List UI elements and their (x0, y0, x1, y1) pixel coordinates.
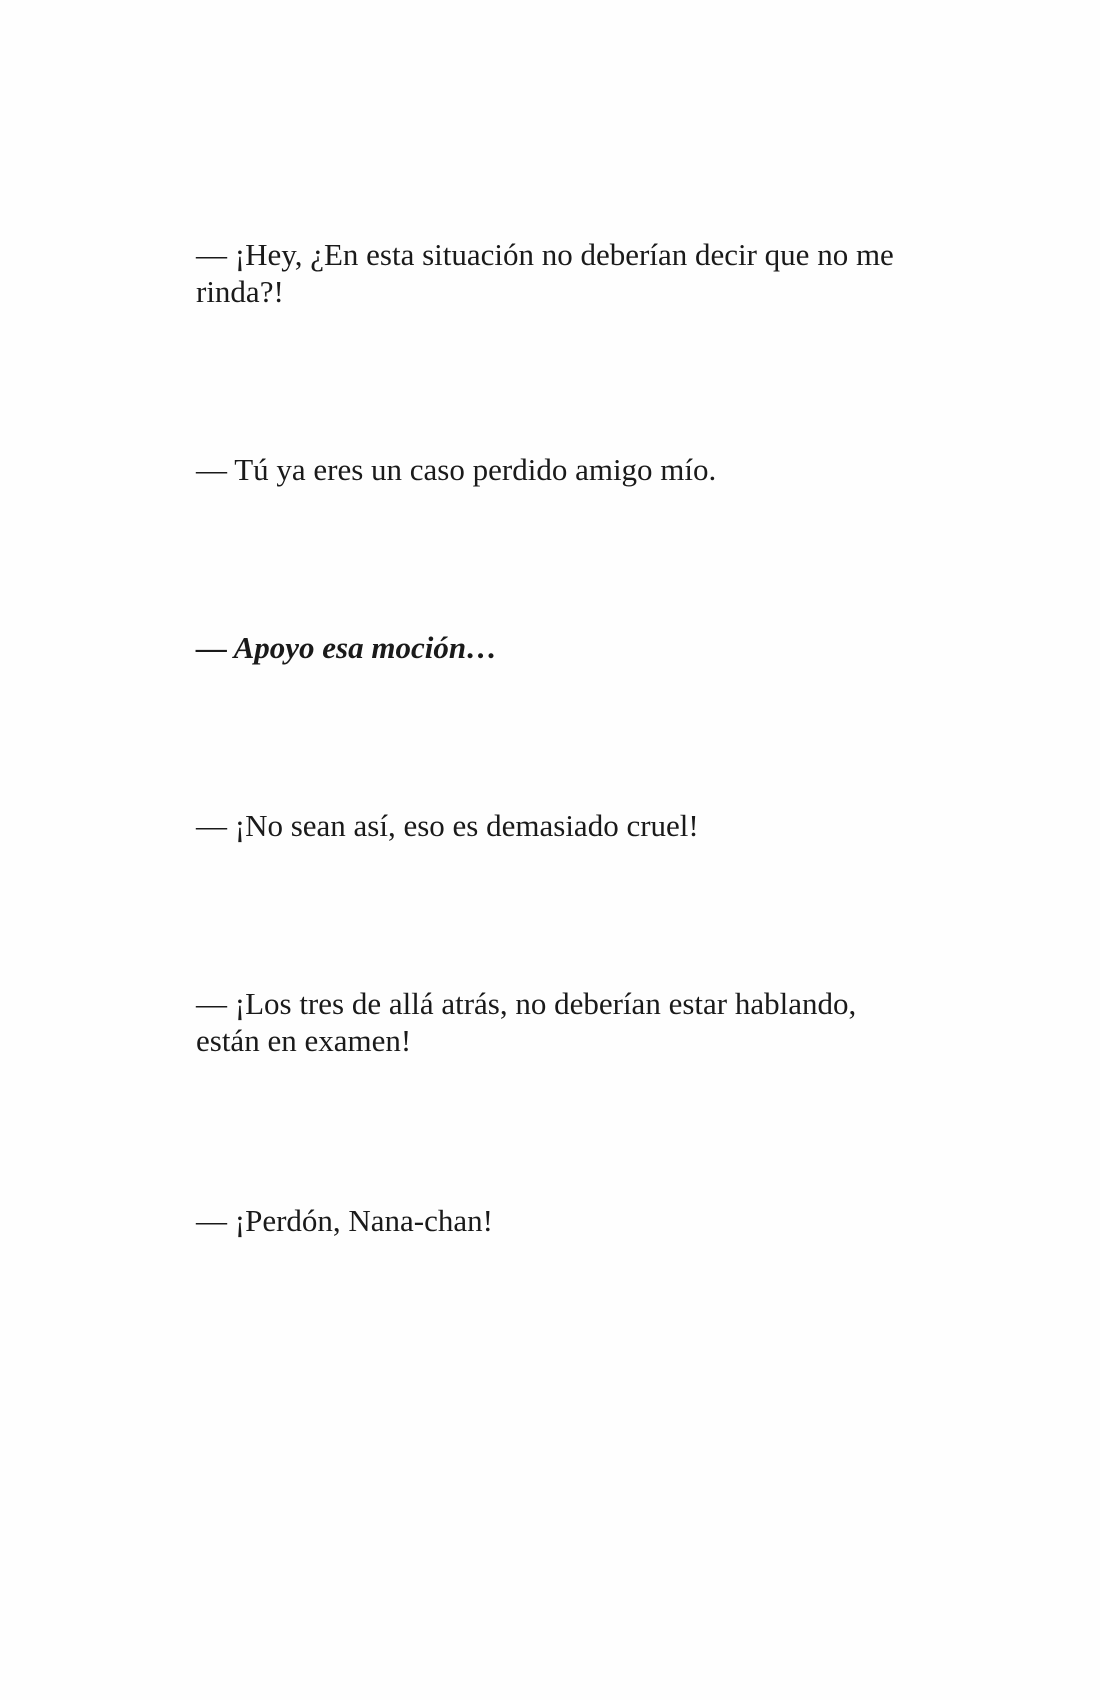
dialogue-line: — ¡Hey, ¿En esta situación no deberían decir que no me rinda?! (196, 237, 894, 309)
dialogue-line: — ¡No sean así, eso es demasiado cruel! (196, 808, 699, 843)
dialogue-line: — Tú ya eres un caso perdido amigo mío. (196, 452, 717, 487)
dialogue-line-emphasis: — Apoyo esa moción… (196, 630, 498, 665)
dialogue-line: — ¡Perdón, Nana-chan! (196, 1203, 493, 1238)
dialogue-line: — ¡Los tres de allá atrás, no deberían estar hablando, están en examen! (196, 986, 857, 1058)
